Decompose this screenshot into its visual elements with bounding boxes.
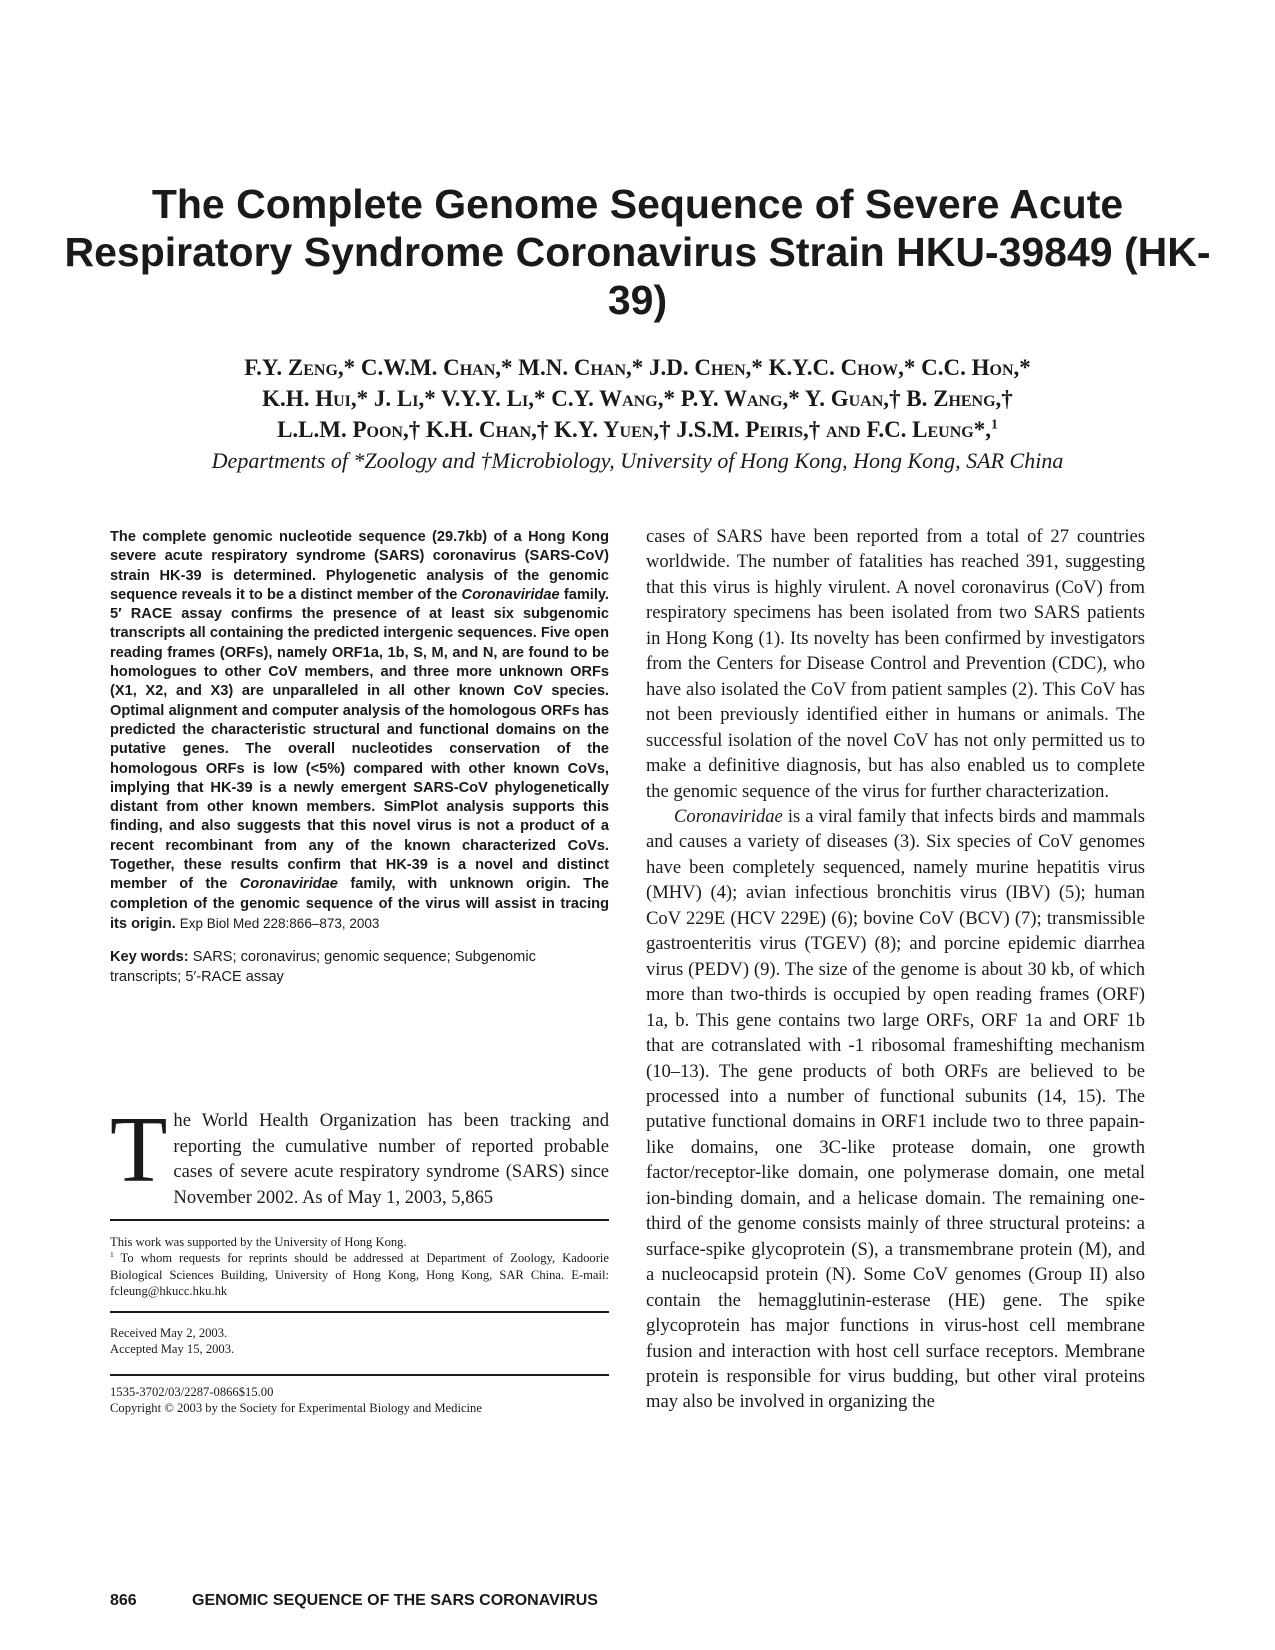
page-number: 866 <box>110 1592 137 1609</box>
reprint-note <box>110 1250 609 1299</box>
dates-block <box>110 1325 609 1358</box>
running-footer <box>110 1592 598 1610</box>
author-line <box>60 414 1215 445</box>
abstract-text: family. 5′ RACE assay confirms the presence of at least six subgenomic transcripts all containing the predicted intergenic sequences. Five open reading frames (ORFs), namely ORF1a, 1b, S, M, and N, are found to be homologues to other CoV members, and three more unknown ORFs (X1, X2, and X3) are unparalleled in all other known CoV species. Optimal alignment and computer analysis of the homologous ORFs has predicted the characteristic structural and functional domains on the putative genes. The overall nucleotides conservation of the homologous ORFs is low (<5%) compared with other known CoVs, implying that HK-39 is a newly emergent SARS-CoV phylogenetically distant from other known members. SimPlot analysis supports this finding, and also suggests that this novel virus is not a product of a recent recombinant from any of the known characterized CoVs. Together, these results confirm that HK-39 is a novel and distinct member of the <box>110 586 609 893</box>
author-line-text: L.L.M. Poon,† K.H. Chan,† K.Y. Yuen,† J.S.M. Peiris,† and F.C. Leung*, <box>277 417 991 442</box>
copyright: Copyright © 2003 by the Society for Experimental Biology and Medicine <box>110 1401 482 1416</box>
body-paragraph <box>646 804 1145 1415</box>
author-footnote-mark: 1 <box>991 416 998 432</box>
drop-cap: T <box>110 1098 168 1202</box>
dates-divider <box>110 1311 609 1313</box>
abstract-text: family, with unknown origin. The completion of the genomic sequence of the virus will assist in tracing its origin. <box>110 876 609 932</box>
keywords <box>110 948 609 987</box>
support-note: This work was supported by the University of Hong Kong. <box>110 1235 407 1249</box>
body-text: is a viral family that infects birds and mammals and causes a variety of diseases (3). Six species of CoV genomes have been completely sequenced, namely murine hepatitis virus (MHV) (4); avian infectious bronchitis virus (IBV) (5); human CoV 229E (HCV 229E) (6); bovine CoV (BCV) (7); transmissible gastroenteritis virus (TGEV) (8); and porcine epidemic diarrhea virus (PEDV) (9). The size of the genome is about 30 kb, of which more than two-thirds is occupied by open reading frames (ORF) 1a, b. This gene contains two large ORFs, ORF 1a and ORF 1b that are cotranslated with -1 ribosomal frameshifting mechanism (10–13). The gene products of both ORFs are believed to be processed into a number of functional subunits (14, 15). The putative functional domains in ORF1 include two to three papain-like domains, one 3C-like protease domain, one growth factor/receptor-like domain, one polymerase domain, one metal ion-binding domain, and a helicase domain. The remaining one-third of the genome consists mainly of three structural proteins: a surface-spike glycoprotein (S), a transmembrane protein (M), and a nucleocapsid protein (N). Some CoV genomes (Group II) also contain the hemagglutinin-esterase (HE) gene. The spike glycoprotein has major functions in virus-host cell membrane fusion and interaction with host cell surface receptors. Membrane protein is responsible for virus budding, but other viral proteins may also be involved in organizing the <box>646 805 1145 1413</box>
author-line: F.Y. Zeng,* C.W.M. Chan,* M.N. Chan,* J.D. Chen,* K.Y.C. Chow,* C.C. Hon,* <box>244 355 1031 380</box>
intro-text: he World Health Organization has been tracking and reporting the cumulative number of reported probable cases of severe acute respiratory syndrome (SARS) since November 2002. As of May 1, 2003, 5,865 <box>173 1110 609 1208</box>
reprint-text: To whom requests for reprints should be addressed at Department of Zoology, Kadoorie Biological Sciences Building, University of Hong Kong, Hong Kong, SAR China. E-mail: fcleung@hkucc.hku.hk <box>110 1251 609 1298</box>
running-title: GENOMIC SEQUENCE OF THE SARS CORONAVIRUS <box>192 1592 598 1609</box>
keywords-text: SARS; coronavirus; genomic sequence; Subgenomic transcripts; 5′-RACE assay <box>110 949 536 985</box>
author-line: K.H. Hui,* J. Li,* V.Y.Y. Li,* C.Y. Wang,* P.Y. Wang,* Y. Guan,† B. Zheng,† <box>262 386 1013 411</box>
copyright-block <box>110 1384 609 1417</box>
abstract-text: The complete genomic nucleotide sequence (29.7kb) of a Hong Kong severe acute respiratory syndrome (SARS) coronavirus (SARS-CoV) strain HK-39 is determined. Phylogenetic analysis of the genomic sequence reveals it to be a distinct member of the <box>110 529 609 603</box>
footnote-block <box>110 1234 609 1299</box>
right-column <box>646 524 1145 1415</box>
body-paragraph: cases of SARS have been reported from a total of 27 countries worldwide. The number of fatalities has reached 391, suggesting that this virus is highly virulent. A novel coronavirus (CoV) from respiratory specimens has been isolated from two SARS patients in Hong Kong (1). Its novelty has been confirmed by investigators from the Centers for Disease Control and Prevention (CDC), who have also isolated the CoV from patient samples (2). This CoV has not been previously identified either in humans or animals. The successful isolation of the novel CoV has not only permitted us to make a definitive diagnosis, but has also enabled us to complete the genomic sequence of the virus for further characterization. <box>646 526 1145 802</box>
accepted-date: Accepted May 15, 2003. <box>110 1342 235 1357</box>
journal-citation: Exp Biol Med 228:866–873, 2003 <box>179 915 380 931</box>
footnote-divider <box>110 1219 609 1221</box>
abstract <box>110 528 609 934</box>
intro-paragraph <box>110 1098 609 1210</box>
copyright-divider <box>110 1374 609 1376</box>
body-italic: Coronaviridae <box>674 805 783 827</box>
abstract-italic: Coronaviridae <box>461 586 560 603</box>
reprint-footnote-mark: 1 <box>110 1250 114 1260</box>
article-title: The Complete Genome Sequence of Severe Acute Respiratory Syndrome Coronavirus Strain HKU-39849 (HK-39) <box>64 181 1211 323</box>
author-list <box>60 352 1215 445</box>
affiliation: Departments of *Zoology and †Microbiology, University of Hong Kong, Hong Kong, SAR China <box>211 448 1064 473</box>
left-column <box>110 528 609 987</box>
issn: 1535-3702/03/2287-0866$15.00 <box>110 1385 274 1399</box>
abstract-italic: Coronaviridae <box>239 876 338 893</box>
received-date: Received May 2, 2003. <box>110 1326 228 1340</box>
keywords-label: Key words: <box>110 949 189 966</box>
